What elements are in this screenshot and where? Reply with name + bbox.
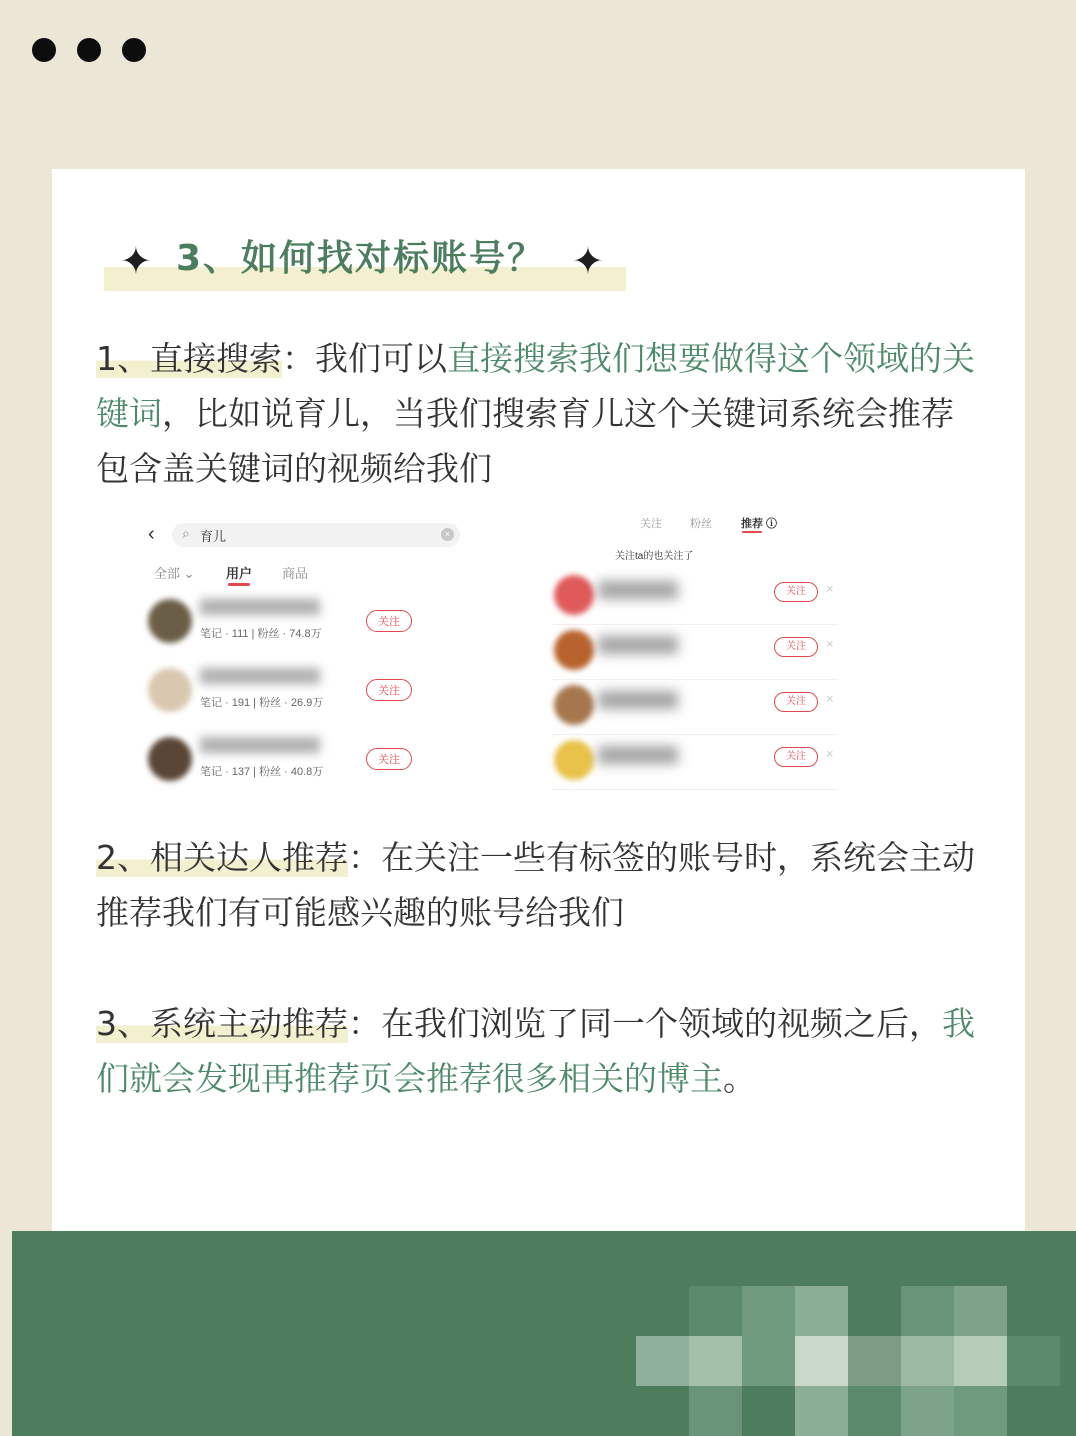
search-results-screenshot	[144, 513, 479, 793]
mosaic-tile	[901, 1286, 954, 1336]
follow-button[interactable]: 关注	[774, 692, 818, 712]
dismiss-icon[interactable]: ×	[826, 691, 834, 706]
mosaic-tile	[848, 1386, 901, 1436]
mosaic-tile	[795, 1336, 848, 1386]
mosaic-tile	[1007, 1336, 1060, 1386]
user-result-row[interactable]	[144, 593, 479, 655]
paragraph-direct-search	[96, 331, 976, 496]
dot	[32, 38, 56, 62]
paragraph-text: ：在关注一些有标签的账号时，系统会主动推荐我们有可能感兴趣的账号给我们	[96, 838, 975, 932]
mosaic-tile	[848, 1286, 901, 1336]
mosaic-tile	[1007, 1386, 1060, 1436]
paragraph-text: ，比如说育儿，当我们搜索育儿这个关键词系统会推荐包含盖关键词的视频给我们	[96, 394, 954, 488]
search-query: 育儿	[200, 529, 227, 544]
search-bar[interactable]	[172, 523, 460, 547]
mosaic-tile	[636, 1286, 689, 1336]
mosaic-tile	[954, 1386, 1007, 1436]
avatar	[554, 740, 594, 780]
section-heading	[104, 229, 626, 295]
footer-band	[12, 1231, 1076, 1436]
tab-users[interactable]: 用户	[226, 566, 253, 581]
blurred-username	[598, 746, 678, 764]
follow-button[interactable]: 关注	[366, 748, 412, 770]
mosaic-tile	[795, 1286, 848, 1336]
emphasis-text: 直接搜索我们想要做得这个领域的关键词	[96, 339, 975, 433]
recommend-screenshot	[552, 509, 852, 794]
mosaic-tile	[901, 1386, 954, 1436]
tab-fans[interactable]: 粉丝	[690, 518, 712, 530]
mosaic-tile	[742, 1386, 795, 1436]
mosaic-tile	[848, 1336, 901, 1386]
mosaic-tile	[901, 1336, 954, 1386]
user-result-row[interactable]	[144, 662, 479, 724]
recommended-account-row[interactable]	[552, 734, 838, 790]
paragraph-lead: 1、直接搜索	[96, 339, 282, 378]
mosaic-tile	[689, 1386, 742, 1436]
tab-all[interactable]: 全部 ⌄	[154, 566, 195, 581]
blurred-username	[598, 636, 678, 654]
avatar	[148, 599, 192, 643]
paragraph-text: ：在我们浏览了同一个领域的视频之后，	[348, 1004, 942, 1043]
follow-button[interactable]: 关注	[366, 679, 412, 701]
paragraph-text: 。	[723, 1059, 756, 1098]
tab-recommend[interactable]: 推荐 ⓘ	[741, 518, 778, 530]
paragraph-lead: 2、相关达人推荐	[96, 838, 348, 877]
mosaic-tile	[954, 1336, 1007, 1386]
window-dots	[32, 38, 146, 62]
recommended-account-row[interactable]	[552, 569, 838, 625]
mosaic-tile	[689, 1336, 742, 1386]
heading-title: 3、如何找对标账号？	[176, 238, 546, 279]
recommended-account-row[interactable]	[552, 624, 838, 680]
tab-following[interactable]: 关注	[640, 518, 662, 530]
follow-button[interactable]: 关注	[774, 747, 818, 767]
blurred-username	[200, 668, 320, 684]
dot	[122, 38, 146, 62]
pixelated-watermark	[636, 1286, 1060, 1436]
recommended-account-row[interactable]	[552, 679, 838, 735]
follow-button[interactable]: 关注	[774, 637, 818, 657]
content-card	[52, 169, 1025, 1239]
clear-icon[interactable]: ×	[441, 528, 454, 541]
paragraph-related-creators	[96, 830, 976, 940]
recommend-subtitle: 关注ta的也关注了	[615, 551, 694, 562]
tab-goods[interactable]: 商品	[282, 566, 309, 581]
user-stats: 笔记 · 191 | 粉丝 · 26.9万	[200, 697, 324, 709]
dismiss-icon[interactable]: ×	[826, 636, 834, 651]
dot	[77, 38, 101, 62]
sparkle-icon: ✦	[120, 239, 152, 283]
user-stats: 笔记 · 137 | 粉丝 · 40.8万	[200, 766, 324, 778]
user-stats: 笔记 · 111 | 粉丝 · 74.8万	[200, 628, 322, 640]
sparkle-icon: ✦	[572, 239, 604, 283]
dismiss-icon[interactable]: ×	[826, 746, 834, 761]
blurred-username	[200, 737, 320, 753]
active-tab-underline	[228, 583, 250, 586]
active-tab-underline	[742, 531, 762, 533]
emphasis-text: 我们就会发现再推荐页会推荐很多相关的博主	[96, 1004, 975, 1098]
avatar	[554, 630, 594, 670]
follow-button[interactable]: 关注	[774, 582, 818, 602]
paragraph-text: ：我们可以	[282, 339, 447, 378]
avatar	[554, 575, 594, 615]
mosaic-tile	[795, 1386, 848, 1436]
paragraph-lead: 3、系统主动推荐	[96, 1004, 348, 1043]
mosaic-tile	[742, 1336, 795, 1386]
paragraph-system-recommend	[96, 996, 976, 1106]
mosaic-tile	[1007, 1286, 1060, 1336]
search-icon: ⌕	[182, 525, 190, 541]
back-icon[interactable]: ‹	[148, 523, 155, 545]
avatar	[554, 685, 594, 725]
blurred-username	[598, 691, 678, 709]
follow-button[interactable]: 关注	[366, 610, 412, 632]
mosaic-tile	[636, 1386, 689, 1436]
dismiss-icon[interactable]: ×	[826, 581, 834, 596]
avatar	[148, 668, 192, 712]
mosaic-tile	[636, 1336, 689, 1386]
blurred-username	[200, 599, 320, 615]
user-result-row[interactable]	[144, 731, 479, 793]
mosaic-tile	[742, 1286, 795, 1336]
avatar	[148, 737, 192, 781]
mosaic-tile	[954, 1286, 1007, 1336]
blurred-username	[598, 581, 678, 599]
mosaic-tile	[689, 1286, 742, 1336]
